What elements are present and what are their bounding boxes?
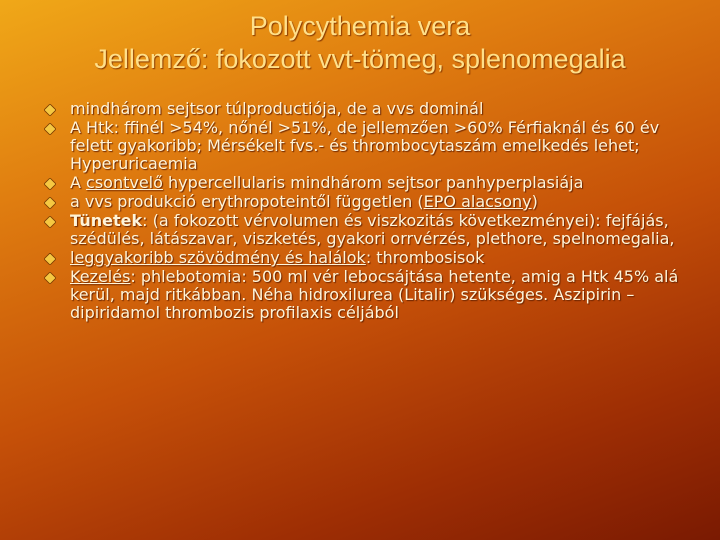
bullet-list [44,100,684,323]
list-item [44,212,684,248]
szovodmeny-link[interactable]: leggyakoribb szövödmény és halálok [70,248,366,267]
slide-title [0,10,720,76]
bullet-text-post: : (a fokozott vérvolumen és viszkozitás következményei): fejfájás, szédülés, látászavar, viszketés, gyakori orrvérzés, plethore, spelnomegalia, [70,211,675,248]
bullet-text-post: : phlebotomia: 500 ml vér lebocsájtása hetente, amig a Htk 45% alá kerül, majd ritkábban. Néha hidroxilurea (Litalir) szükséges. Aszipirin – dipiridamol thrombozis profilaxis céljából [70,267,679,322]
slide-title-line2: Jellemző: fokozott vvt-tömeg, splenomegalia [94,44,626,74]
bullet-text: mindhárom sejtsor túlproductiója, de a vvs dominál [70,99,484,118]
bullet-text-pre: A [70,173,87,192]
bullet-text-post: : thrombosisok [365,248,485,267]
kezeles-link[interactable]: Kezelés [70,267,131,286]
list-item [44,174,684,192]
diamond-bullet-icon [44,104,56,116]
diamond-bullet-icon [44,272,56,284]
bullet-text-post: hypercellularis mindhárom sejtsor panhyperplasiája [162,173,584,192]
epo-alacsony-link[interactable]: EPO alacsony [423,192,532,211]
diamond-bullet-icon [44,216,56,228]
list-item [44,100,684,118]
list-item [44,119,684,173]
list-item [44,193,684,211]
diamond-bullet-icon [44,197,56,209]
diamond-bullet-icon [44,253,56,265]
bullet-text: A Htk: ffinél >54%, nőnél >51%, de jellemzően >60% Férfiaknál és 60 év felett gyakoribb; Mérsékelt fvs.- és thrombocytaszám emelkedés lehet; Hyperuricaemia [70,118,660,173]
diamond-bullet-icon [44,123,56,135]
list-item [44,268,684,322]
bullet-text-pre: a vvs produkció erythropoteintől független ( [70,192,424,211]
diamond-bullet-icon [44,178,56,190]
list-item [44,249,684,267]
tunetek-label: Tünetek [70,211,143,230]
csontvelo-link[interactable]: csontvelő [86,173,163,192]
bullet-text-post: ) [531,192,538,211]
slide-title-line1: Polycythemia vera [249,11,471,41]
